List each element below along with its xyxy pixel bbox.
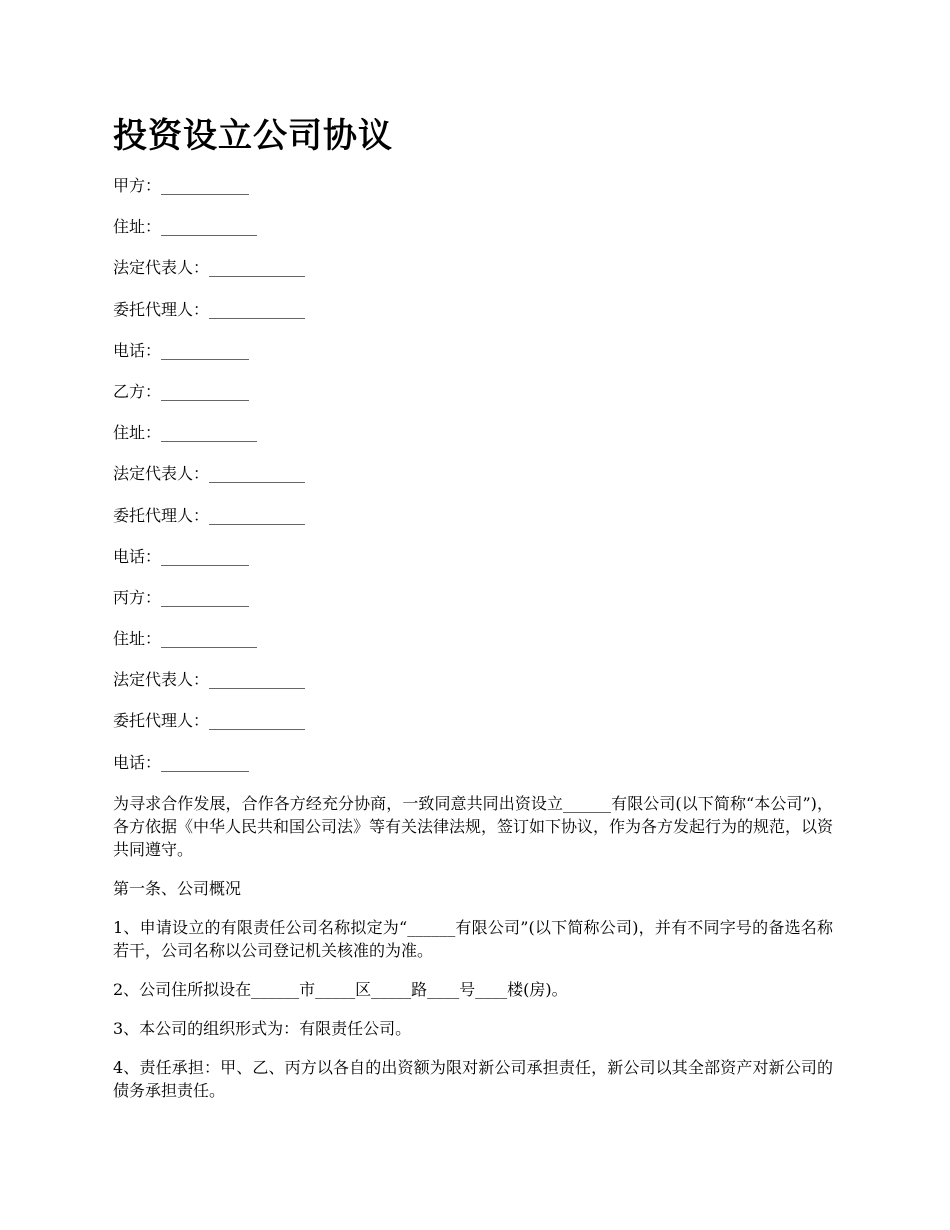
party-a-phone-field: 电话：___________ [113,340,250,360]
party-b-phone-field: 电话：___________ [113,546,250,566]
party-b-agent-field: 委托代理人：____________ [113,505,306,525]
clause-company-name: 1、申请设立的有限责任公司名称拟定为“______有限公司”(以下简称公司)，并有不同字号的备选名称若干，公司名称以公司登记机关核准的为准。 [113,917,833,960]
party-info-list [113,174,833,775]
party-b-legal-rep-field: 法定代表人：____________ [113,464,306,484]
preamble-paragraph: 为寻求合作发展，合作各方经充分协商，一致同意共同出资设立______有限公司(以下简称“本公司”)，各方依据《中华人民共和国公司法》等有关法律法规，签订如下协议，作为各方发起行为的规范，以资共同遵守。 [113,793,834,859]
clause-company-address: 2、公司住所拟设在______市_____区_____路____号____楼(房)。 [113,979,568,999]
party-c-address-field: 住址：____________ [113,629,258,649]
party-c-phone-field: 电话：___________ [113,752,250,772]
party-a-legal-rep-field: 法定代表人：____________ [113,258,306,278]
document-page [113,108,833,1118]
clause-liability: 4、责任承担：甲、乙、丙方以各自的出资额为限对新公司承担责任，新公司以其全部资产对新公司的债务承担责任。 [113,1057,833,1100]
party-c-legal-rep-field: 法定代表人：____________ [113,670,306,690]
document-title: 投资设立公司协议 [113,116,393,156]
party-a-address-field: 住址：____________ [113,217,258,237]
clause-organization-form: 3、本公司的组织形式为：有限责任公司。 [113,1018,412,1038]
party-a-agent-field: 委托代理人：____________ [113,299,306,319]
party-c-agent-field: 委托代理人：____________ [113,711,306,731]
party-b-name-field: 乙方：___________ [113,381,250,401]
article-1-heading: 第一条、公司概况 [113,878,242,898]
party-b-address-field: 住址：____________ [113,423,258,443]
party-a-name-field: 甲方：___________ [113,176,250,195]
party-c-name-field: 丙方：___________ [113,587,250,607]
